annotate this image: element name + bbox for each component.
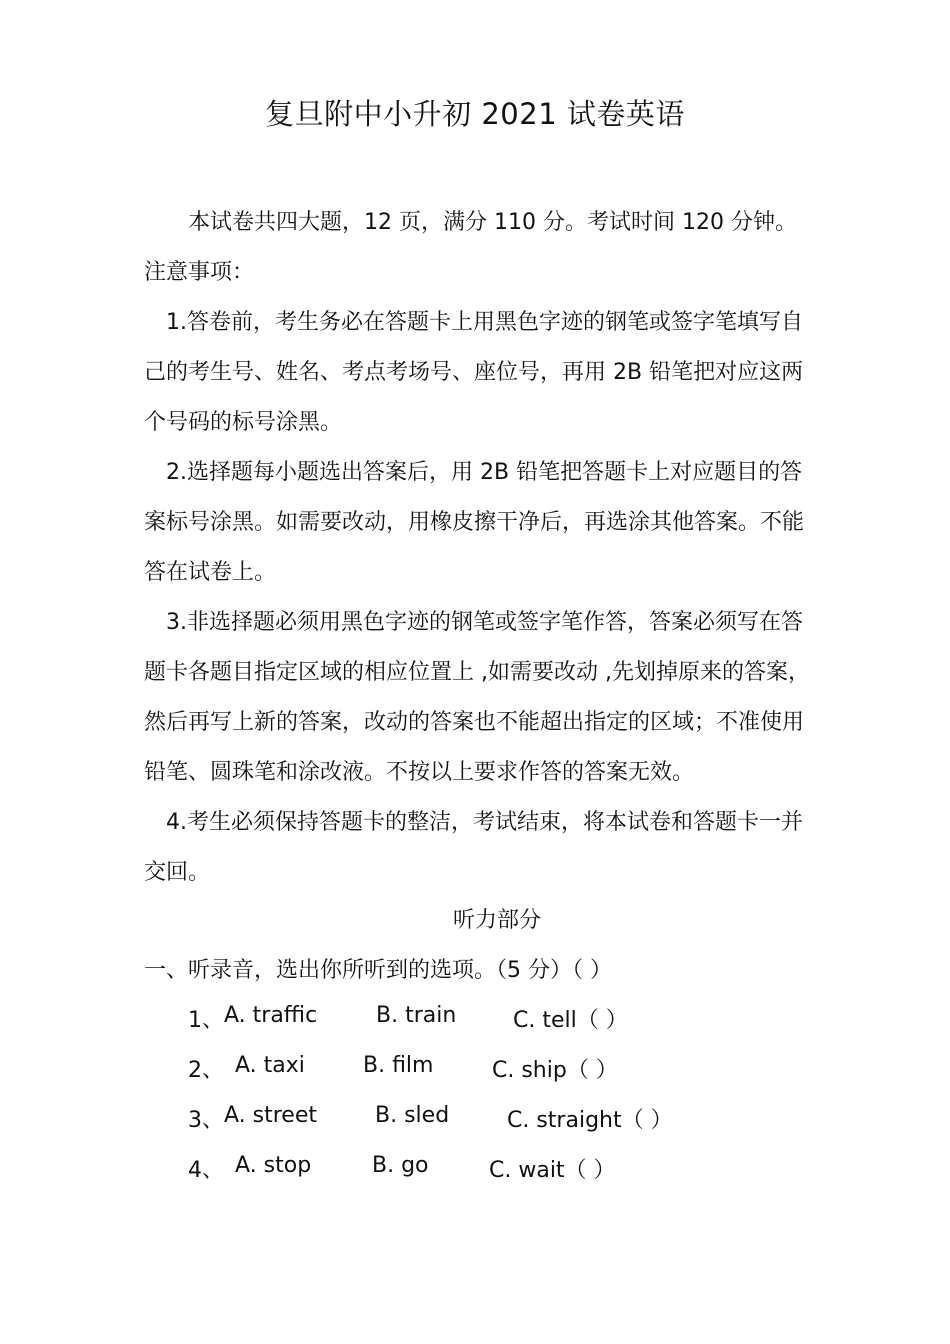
note-2-line-2: 案标号涂黑。如需要改动，用橡皮擦干净后，再选涂其他答案。不能 [144,510,805,535]
note-1-line-1: 1.答卷前，考生务必在答题卡上用黑色字迹的钢笔或签字笔填写自 [166,310,803,335]
question-1-number: 1、 [188,1008,224,1033]
note-3-line-2: 题卡各题目指定区域的相应位置上 ,如需要改动 ,先划掉原来的答案， [144,660,810,685]
section-title: 听力部分 [452,908,541,933]
question-2-option-a: A. taxi [235,1053,305,1078]
note-2-line-3: 答在试卷上。 [144,560,277,585]
note-3-line-4: 铅笔、圆珠笔和涂改液。不按以上要求作答的答案无效。 [144,760,695,785]
intro-text: 本试卷共四大题，12 页，满分 110 分。考试时间 120 分钟。 [188,210,797,235]
question-2-number: 2、 [188,1058,224,1083]
question-1-option-a: A. traffic [224,1003,318,1028]
question-2-option-b: B. film [363,1053,434,1078]
question-1-option-b: B. train [376,1003,457,1028]
page-title: 复旦附中小升初 2021 试卷英语 [265,97,685,131]
note-3-line-3: 然后再写上新的答案，改动的答案也不能超出指定的区域；不准使用 [144,710,805,735]
question-3-option-b: B. sled [375,1103,450,1128]
note-2-line-1: 2.选择题每小题选出答案后，用 2B 铅笔把答题卡上对应题目的答 [166,460,803,485]
note-4-line-2: 交回。 [144,860,211,885]
question-3-option-a: A. street [224,1103,317,1128]
question-3-number: 3、 [188,1108,224,1133]
part1-heading: 一、听录音，选出你所听到的选项。（5 分）（ ） [144,958,612,983]
note-1-line-3: 个号码的标号涂黑。 [144,410,343,435]
question-2-option-c: C. ship（ ） [492,1058,618,1083]
notes-heading: 注意事项： [144,260,255,285]
note-1-line-2: 己的考生号、姓名、考点考场号、座位号，再用 2B 铅笔把对应这两 [144,360,804,385]
question-3-option-c: C. straight（ ） [507,1108,673,1133]
question-1-option-c: C. tell（ ） [513,1008,628,1033]
question-4-option-a: A. stop [235,1153,312,1178]
note-3-line-1: 3.非选择题必须用黑色字迹的钢笔或签字笔作答，答案必须写在答 [166,610,803,635]
question-4-number: 4、 [188,1158,224,1183]
question-4-option-b: B. go [372,1153,429,1178]
note-4-line-1: 4.考生必须保持答题卡的整洁，考试结束，将本试卷和答题卡一并 [166,810,803,835]
question-4-option-c: C. wait（ ） [489,1158,616,1183]
